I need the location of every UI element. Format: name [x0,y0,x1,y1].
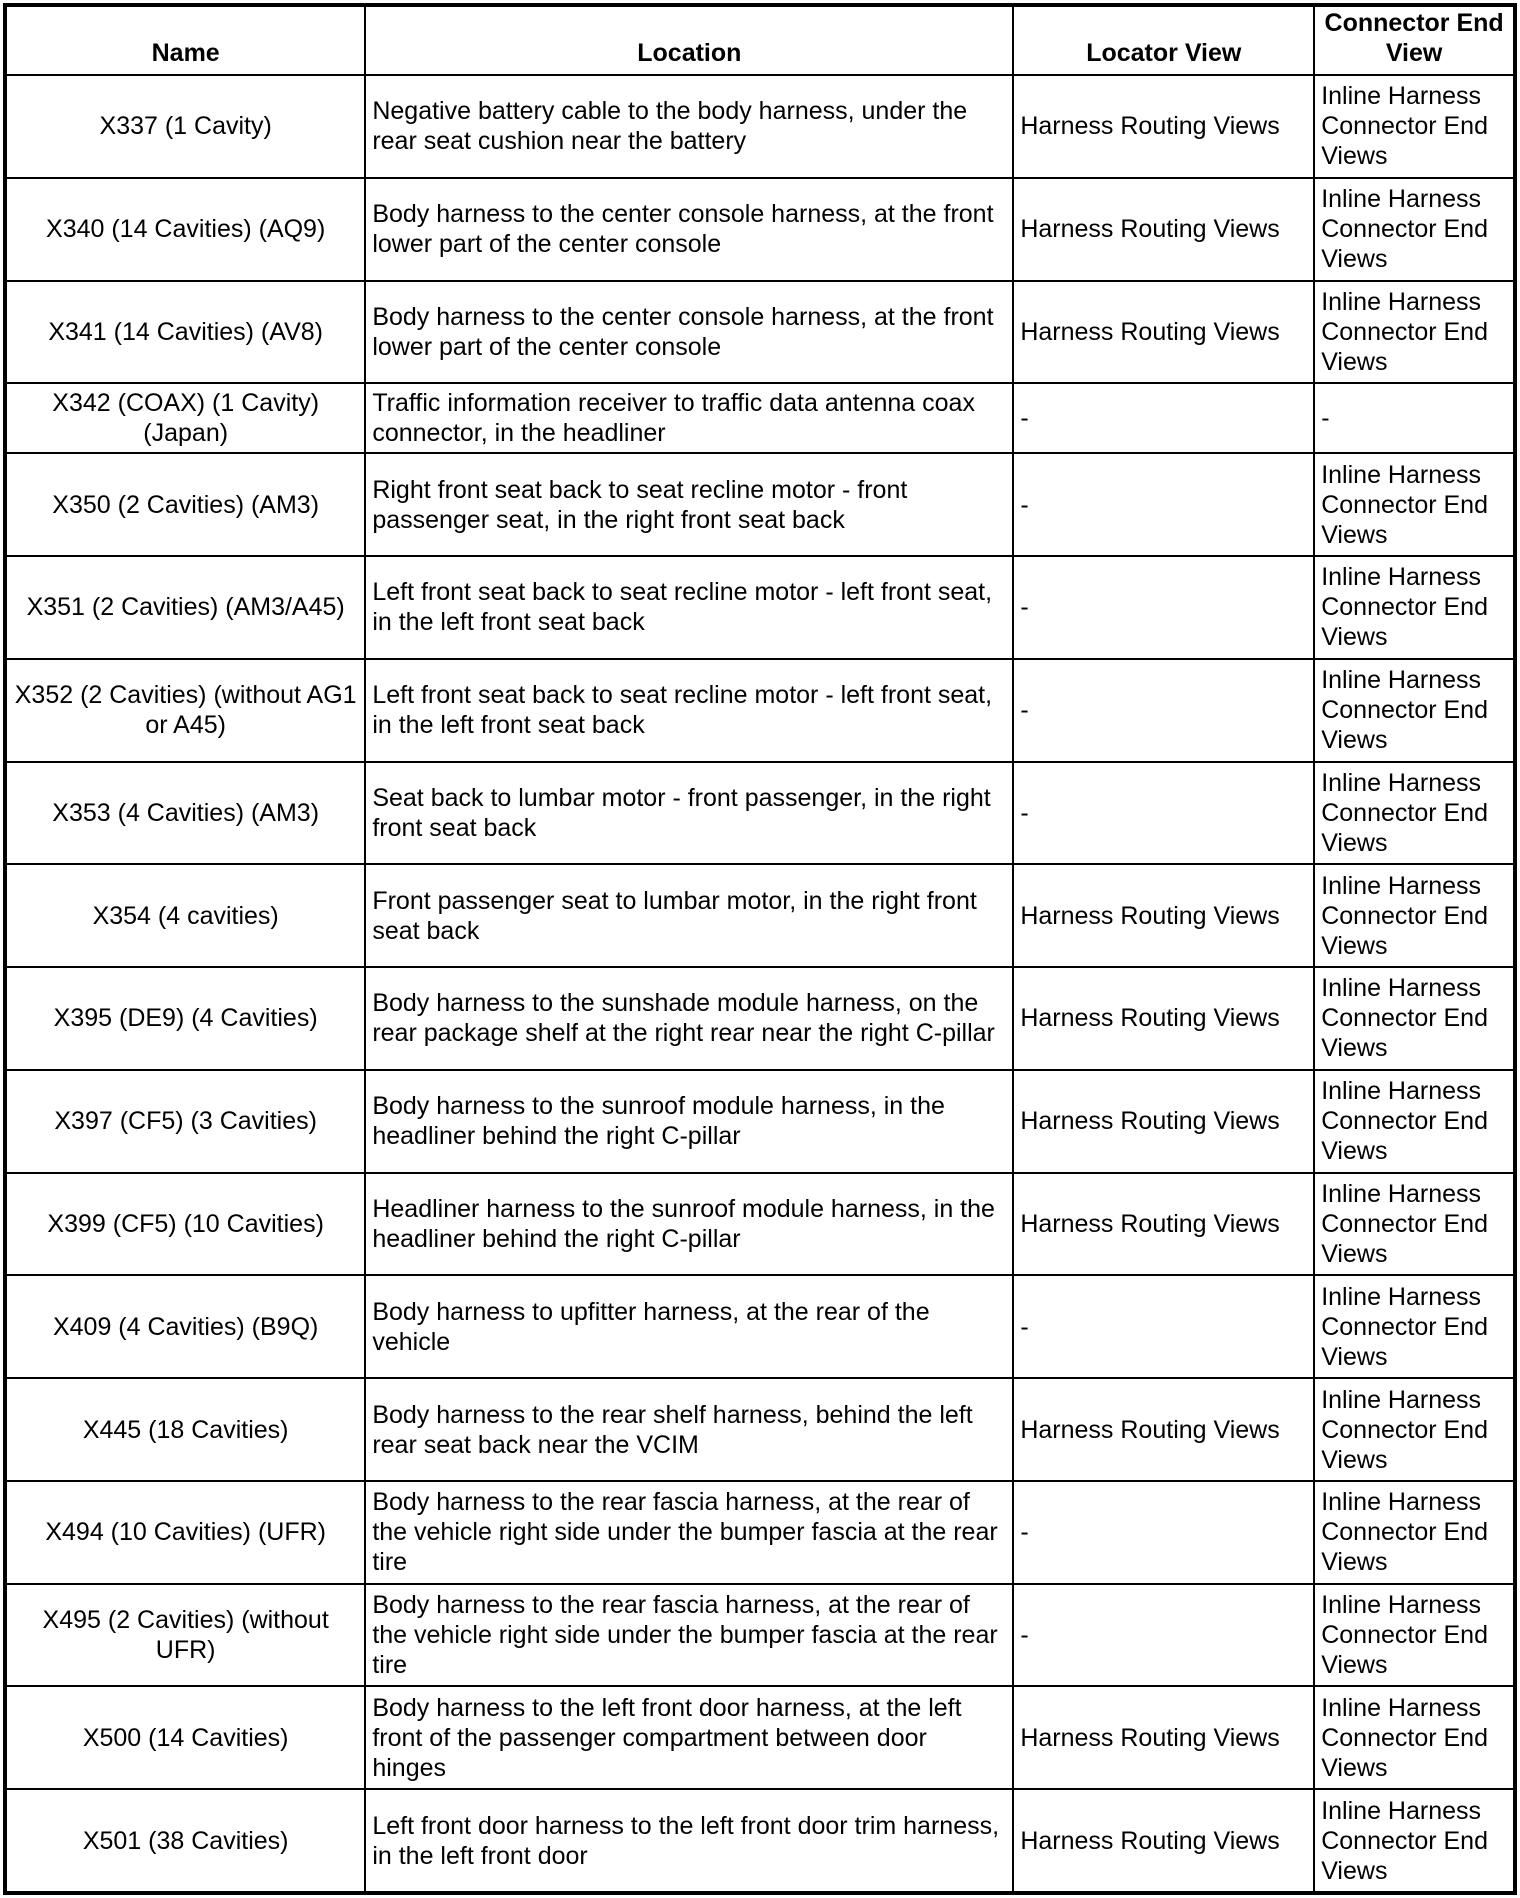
connector-name-cell: X409 (4 Cavities) (B9Q) [6,1275,365,1378]
locator-view-link[interactable]: Harness Routing Views [1013,1070,1314,1173]
connector-end-view-link[interactable]: Inline Harness Connector End Views [1314,762,1514,865]
connector-end-view-link[interactable]: Inline Harness Connector End Views [1314,556,1514,659]
location-cell: Left front seat back to seat recline motor - left front seat, in the left front seat back [365,556,1013,659]
table-row [6,75,1514,178]
connector-name-cell: X397 (CF5) (3 Cavities) [6,1070,365,1173]
location-cell: Front passenger seat to lumbar motor, in the right front seat back [365,864,1013,967]
table-row [6,1481,1514,1584]
table-row [6,383,1514,453]
connector-name-cell: X500 (14 Cavities) [6,1686,365,1789]
connector-name-cell: X350 (2 Cavities) (AM3) [6,453,365,556]
location-cell: Traffic information receiver to traffic data antenna coax connector, in the headliner [365,383,1013,453]
location-cell: Headliner harness to the sunroof module harness, in the headliner behind the right C-pillar [365,1173,1013,1276]
locator-view-link[interactable]: Harness Routing Views [1013,1173,1314,1276]
locator-view-link: - [1013,383,1314,453]
connector-name-cell: X445 (18 Cavities) [6,1378,365,1481]
locator-view-link[interactable]: Harness Routing Views [1013,1789,1314,1892]
location-cell: Body harness to the sunshade module harness, on the rear package shelf at the right rear near the right C-pillar [365,967,1013,1070]
connector-end-view-link[interactable]: Inline Harness Connector End Views [1314,967,1514,1070]
table-row [6,1275,1514,1378]
location-cell: Right front seat back to seat recline motor - front passenger seat, in the right front seat back [365,453,1013,556]
column-header-location: Location [365,6,1013,75]
location-cell: Body harness to the left front door harness, at the left front of the passenger compartment between door hinges [365,1686,1013,1789]
locator-view-link[interactable]: Harness Routing Views [1013,281,1314,384]
connector-name-cell: X395 (DE9) (4 Cavities) [6,967,365,1070]
connector-table [5,5,1515,1893]
table-row [6,1378,1514,1481]
column-header-name: Name [6,6,365,75]
connector-name-cell: X340 (14 Cavities) (AQ9) [6,178,365,281]
locator-view-link: - [1013,1584,1314,1687]
locator-view-link: - [1013,659,1314,762]
location-cell: Body harness to the rear fascia harness, at the rear of the vehicle right side under the bumper fascia at the rear tire [365,1481,1013,1584]
table-body [6,75,1514,1892]
connector-end-view-link[interactable]: Inline Harness Connector End Views [1314,1378,1514,1481]
table-row [6,556,1514,659]
locator-view-link[interactable]: Harness Routing Views [1013,864,1314,967]
table-header-row [6,6,1514,75]
location-cell: Body harness to the center console harness, at the front lower part of the center console [365,178,1013,281]
connector-end-view-link[interactable]: Inline Harness Connector End Views [1314,1481,1514,1584]
location-cell: Left front seat back to seat recline motor - left front seat, in the left front seat back [365,659,1013,762]
locator-view-link: - [1013,1275,1314,1378]
connector-name-cell: X351 (2 Cavities) (AM3/A45) [6,556,365,659]
locator-view-link[interactable]: Harness Routing Views [1013,1378,1314,1481]
connector-end-view-link[interactable]: Inline Harness Connector End Views [1314,1584,1514,1687]
connector-name-cell: X342 (COAX) (1 Cavity) (Japan) [6,383,365,453]
connector-name-cell: X337 (1 Cavity) [6,75,365,178]
table-row [6,1584,1514,1687]
connector-end-view-link[interactable]: Inline Harness Connector End Views [1314,659,1514,762]
location-cell: Negative battery cable to the body harness, under the rear seat cushion near the battery [365,75,1013,178]
connector-end-view-link[interactable]: Inline Harness Connector End Views [1314,1070,1514,1173]
connector-name-cell: X353 (4 Cavities) (AM3) [6,762,365,865]
connector-name-cell: X341 (14 Cavities) (AV8) [6,281,365,384]
location-cell: Body harness to the rear shelf harness, behind the left rear seat back near the VCIM [365,1378,1013,1481]
table-row [6,1070,1514,1173]
connector-name-cell: X495 (2 Cavities) (without UFR) [6,1584,365,1687]
locator-view-link: - [1013,1481,1314,1584]
locator-view-link: - [1013,556,1314,659]
locator-view-link[interactable]: Harness Routing Views [1013,967,1314,1070]
table-row [6,453,1514,556]
locator-view-link[interactable]: Harness Routing Views [1013,1686,1314,1789]
location-cell: Body harness to the sunroof module harness, in the headliner behind the right C-pillar [365,1070,1013,1173]
column-header-connector-end-view: Connector End View [1314,6,1514,75]
locator-view-link: - [1013,453,1314,556]
connector-name-cell: X501 (38 Cavities) [6,1789,365,1892]
connector-end-view-link[interactable]: Inline Harness Connector End Views [1314,178,1514,281]
connector-end-view-link[interactable]: Inline Harness Connector End Views [1314,281,1514,384]
locator-view-link[interactable]: Harness Routing Views [1013,75,1314,178]
connector-end-view-link[interactable]: Inline Harness Connector End Views [1314,1173,1514,1276]
table-row [6,967,1514,1070]
location-cell: Body harness to the rear fascia harness, at the rear of the vehicle right side under the bumper fascia at the rear tire [365,1584,1013,1687]
table-row [6,1686,1514,1789]
connector-name-cell: X352 (2 Cavities) (without AG1 or A45) [6,659,365,762]
connector-end-view-link[interactable]: Inline Harness Connector End Views [1314,75,1514,178]
location-cell: Body harness to upfitter harness, at the rear of the vehicle [365,1275,1013,1378]
table-row [6,281,1514,384]
table-row [6,1789,1514,1892]
connector-end-view-link: - [1314,383,1514,453]
connector-end-view-link[interactable]: Inline Harness Connector End Views [1314,1275,1514,1378]
connector-end-view-link[interactable]: Inline Harness Connector End Views [1314,1686,1514,1789]
connector-name-cell: X354 (4 cavities) [6,864,365,967]
table-row [6,1173,1514,1276]
table-row [6,178,1514,281]
connector-end-view-link[interactable]: Inline Harness Connector End Views [1314,864,1514,967]
table-row [6,659,1514,762]
location-cell: Left front door harness to the left front door trim harness, in the left front door [365,1789,1013,1892]
connector-end-view-link[interactable]: Inline Harness Connector End Views [1314,453,1514,556]
location-cell: Seat back to lumbar motor - front passenger, in the right front seat back [365,762,1013,865]
locator-view-link: - [1013,762,1314,865]
connector-end-view-link[interactable]: Inline Harness Connector End Views [1314,1789,1514,1892]
connector-name-cell: X494 (10 Cavities) (UFR) [6,1481,365,1584]
location-cell: Body harness to the center console harness, at the front lower part of the center console [365,281,1013,384]
locator-view-link[interactable]: Harness Routing Views [1013,178,1314,281]
connector-name-cell: X399 (CF5) (10 Cavities) [6,1173,365,1276]
table-row [6,762,1514,865]
column-header-locator-view: Locator View [1013,6,1314,75]
table-row [6,864,1514,967]
